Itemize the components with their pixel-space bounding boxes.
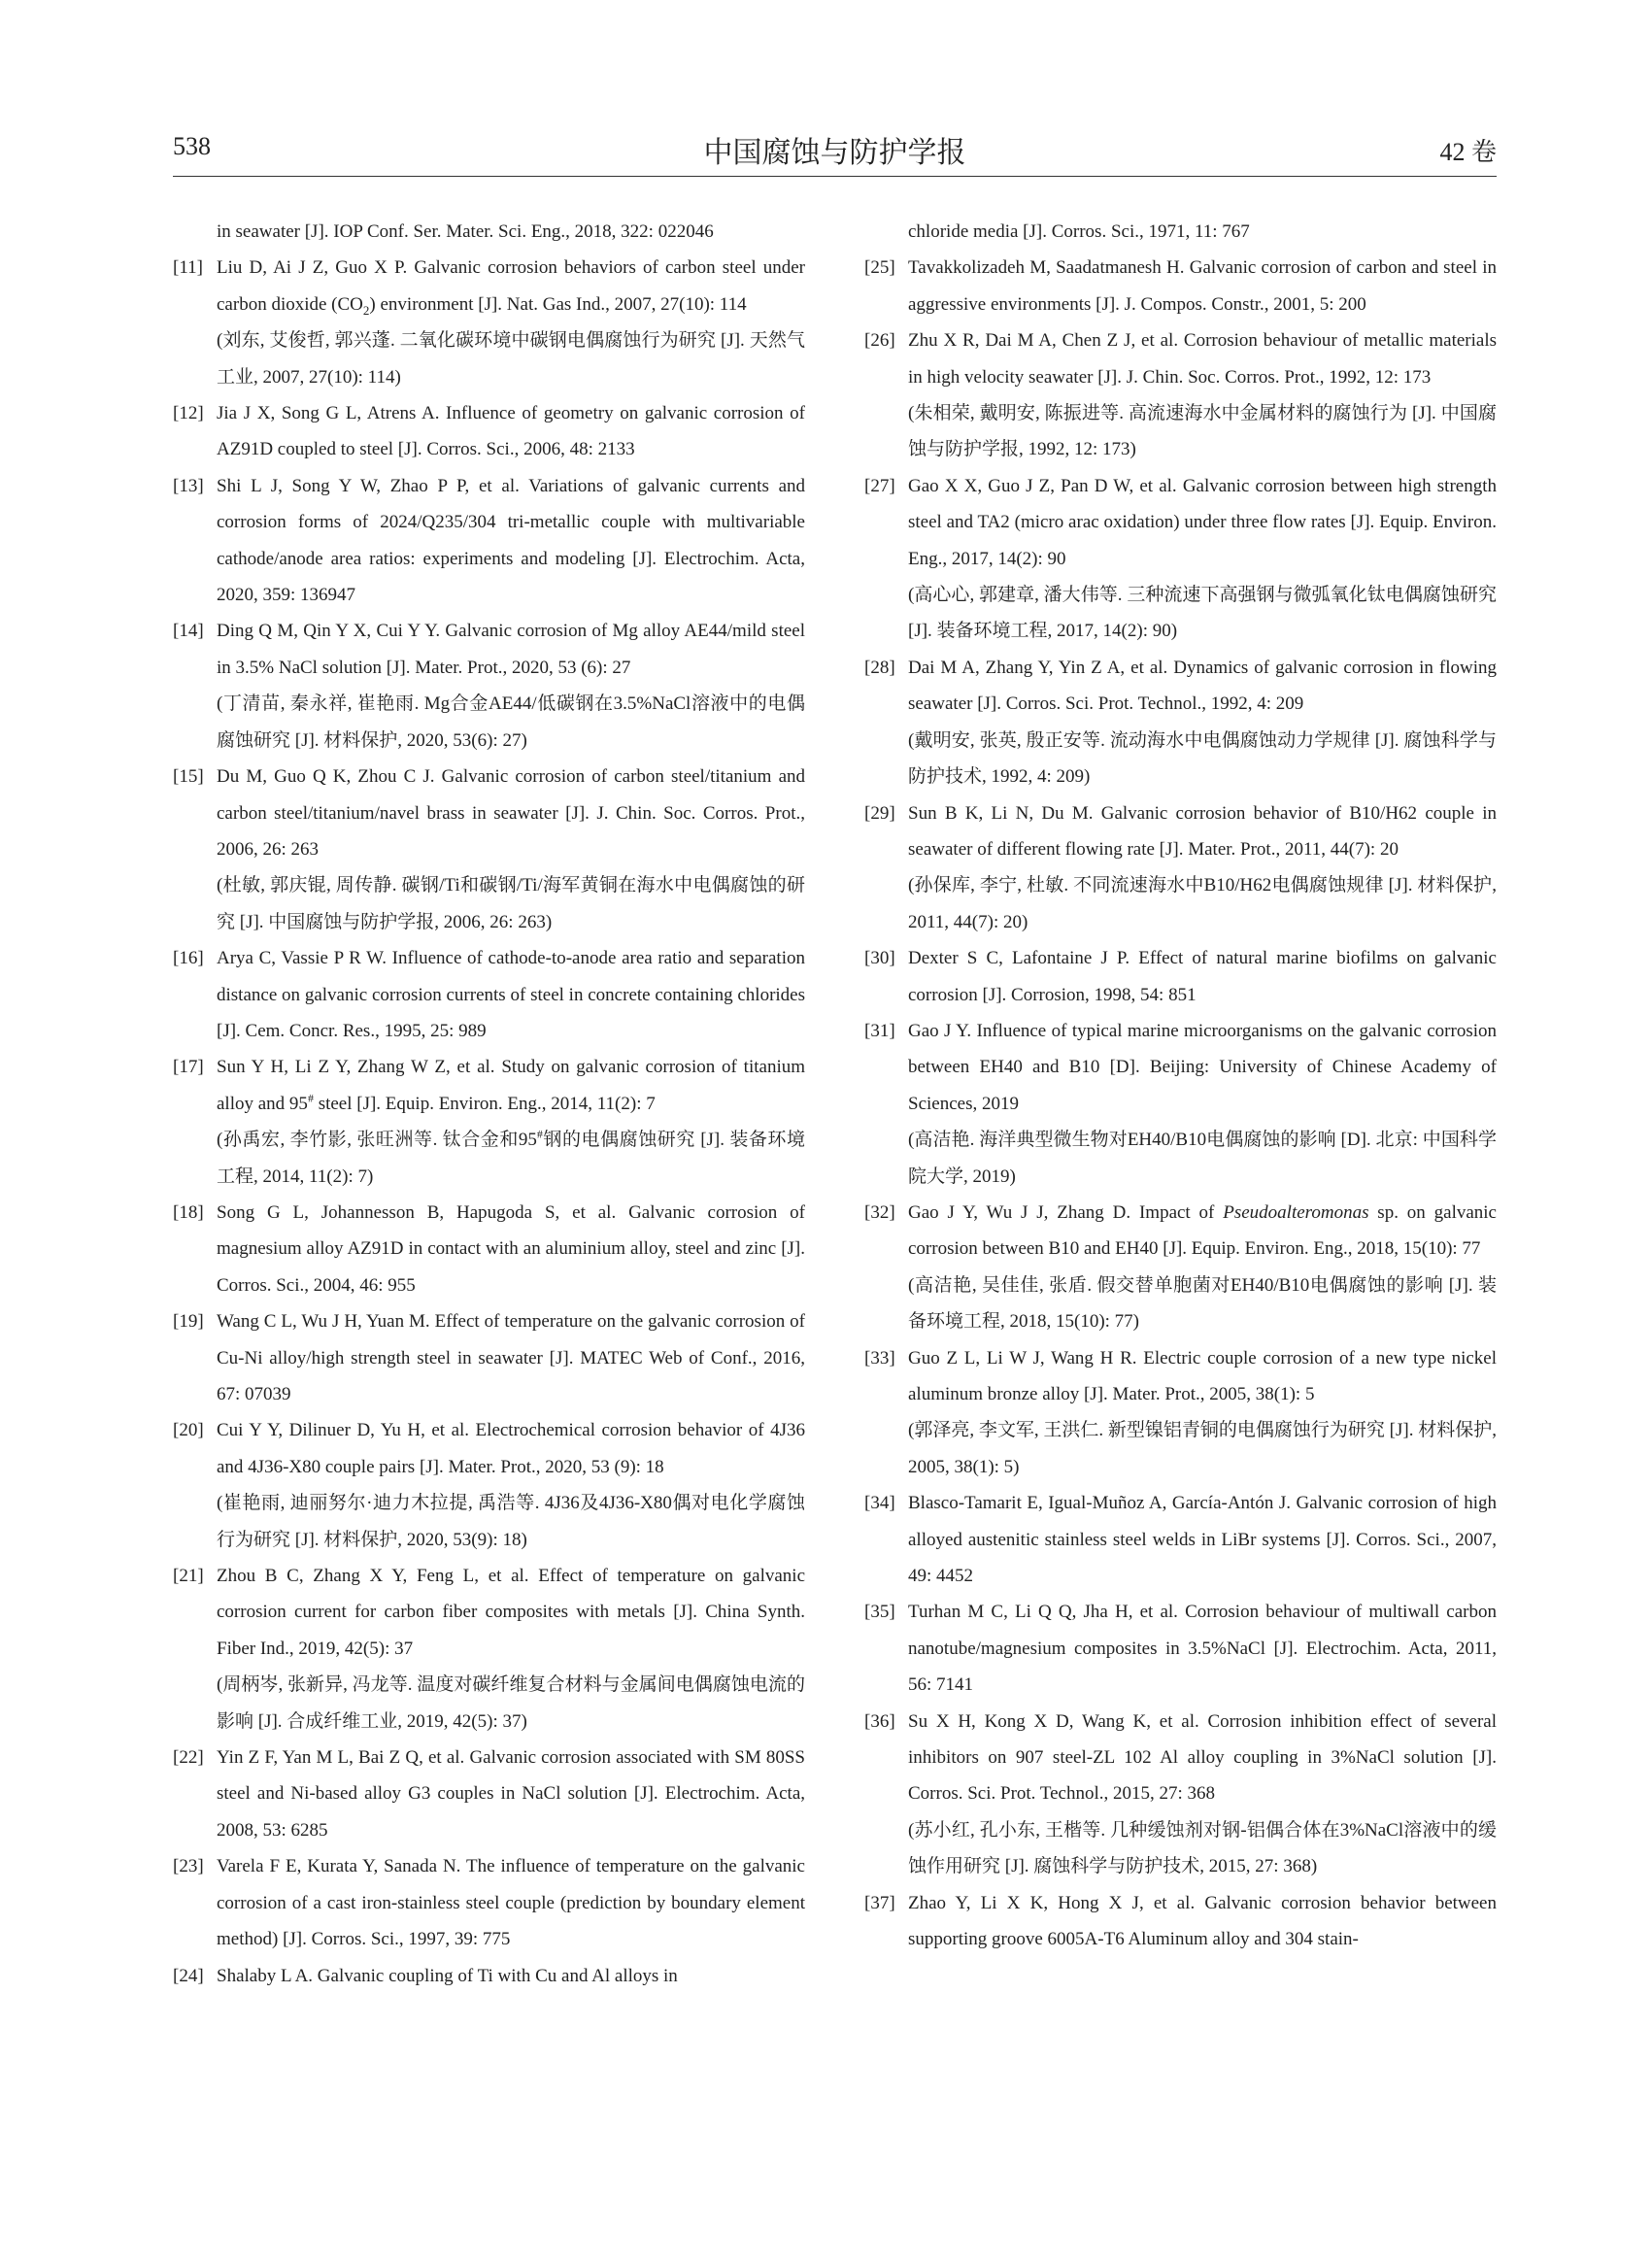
reference-34: [34] Blasco-Tamarit E, Igual-Muñoz A, García-Antón J. Galvanic corrosion of high alloyed austenitic stainless steel welds in LiBr systems [J]. Corros. Sci., 2007, 49: 4452: [864, 1493, 1497, 1587]
reference-16: [16] Arya C, Vassie P R W. Influence of cathode-to-anode area ratio and separation distance on galvanic corrosion currents of steel in concrete containing chlorides [J]. Cem. Concr. Res., 1995, 25: 989: [173, 948, 805, 1041]
reference-18: [18] Song G L, Johannesson B, Hapugoda S, et al. Galvanic corrosion of magnesium alloy AZ91D in contact with an aluminium alloy, steel and zinc [J]. Corros. Sci., 2004, 46: 955: [173, 1201, 805, 1296]
reference-29: [29] Sun B K, Li N, Du M. Galvanic corrosion behavior of B10/H62 couple in seawater of different flowing rate [J]. Mater. Prot., 2011, 44(7): 20 (孙保库, 李宁, 杜敏. 不同流速海水中B10/H62电偶腐蚀规律 [J]. 材料保护, 2011, 44(7): 20): [864, 802, 1497, 932]
reference-25: [25] Tavakkolizadeh M, Saadatmanesh H. Galvanic corrosion of carbon and steel in aggressive environments [J]. J. Compos. Constr., 2001, 5: 200: [864, 257, 1497, 315]
reference-26: [26] Zhu X R, Dai M A, Chen Z J, et al. Corrosion behaviour of metallic materials in high velocity seawater [J]. J. Chin. Soc. Corros. Prot., 1992, 12: 173 (朱相荣, 戴明安, 陈振进等. 高流速海水中金属材料的腐蚀行为 [J]. 中国腐蚀与防护学报, 1992, 12: 173): [864, 330, 1497, 460]
reference-32: [32] Gao J Y, Wu J J, Zhang D. Impact of Pseudoalteromonas sp. on galvanic corrosion between B10 and EH40 [J]. Equip. Environ. Eng., 2018, 15(10): 77 (高洁艳, 吴佳佳, 张盾. 假交替单胞菌对EH40/B10电偶腐蚀的影响 [J]. 装备环境工程, 2018, 15(10): 77): [864, 1201, 1497, 1333]
reference-13: [13] Shi L J, Song Y W, Zhao P P, et al. Variations of galvanic currents and corrosion forms of 2024/Q235/304 tri-metallic couple with multivariable cathode/anode area ratios: experiments and modeling [J]. Electrochim. Acta, 2020, 359: 136947: [173, 475, 805, 606]
reference-36: [36] Su X H, Kong X D, Wang K, et al. Corrosion inhibition effect of several inhibitors on 907 steel-ZL 102 Al alloy coupling in 3%NaCl solution [J]. Corros. Sci. Prot. Technol., 2015, 27: 368 (苏小红, 孔小东, 王楷等. 几种缓蚀剂对钢-铝偶合体在3%NaCl溶液中的缓蚀作用研究 [J]. 腐蚀科学与防护技术, 2015, 27: 368): [864, 1710, 1497, 1877]
reference-15: [15] Du M, Guo Q K, Zhou C J. Galvanic corrosion of carbon steel/titanium and carbon steel/titanium/navel brass in seawater [J]. J. Chin. Soc. Corros. Prot., 2006, 26: 263 (杜敏, 郭庆锟, 周传静. 碳钢/Ti和碳钢/Ti/海军黄铜在海水中电偶腐蚀的研究 [J]. 中国腐蚀与防护学报, 2006, 26: 263): [173, 766, 805, 932]
left-column: [173, 214, 805, 1994]
page-number: 538: [173, 132, 211, 160]
reference-30: [30] Dexter S C, Lafontaine J P. Effect of natural marine biofilms on galvanic corrosion [J]. Corrosion, 1998, 54: 851: [864, 948, 1497, 1005]
reference-21: [21] Zhou B C, Zhang X Y, Feng L, et al. Effect of temperature on galvanic corrosion current for carbon fiber composites with metals [J]. China Synth. Fiber Ind., 2019, 42(5): 37 (周柄岑, 张新异, 冯龙等. 温度对碳纤维复合材料与金属间电偶腐蚀电流的影响 [J]. 合成纤维工业, 2019, 42(5): 37): [173, 1566, 805, 1732]
reference-31: [31] Gao J Y. Influence of typical marine microorganisms on the galvanic corrosion between EH40 and B10 [D]. Beijing: University of Chinese Academy of Sciences, 2019 (高洁艳. 海洋典型微生物对EH40/B10电偶腐蚀的影响 [D]. 北京: 中国科学院大学, 2019): [864, 1020, 1497, 1187]
header-rule: [173, 176, 1497, 177]
journal-title: 中国腐蚀与防护学报: [703, 137, 966, 169]
reference-22: [22] Yin Z F, Yan M L, Bai Z Q, et al. Galvanic corrosion associated with SM 80SS steel and Ni-based alloy G3 couples in NaCl solution [J]. Electrochim. Acta, 2008, 53: 6285: [173, 1747, 805, 1841]
reference-14: [14] Ding Q M, Qin Y X, Cui Y Y. Galvanic corrosion of Mg alloy AE44/mild steel in 3.5% NaCl solution [J]. Mater. Prot., 2020, 53 (6): 27 (丁清苗, 秦永祥, 崔艳雨. Mg合金AE44/低碳钢在3.5%NaCl溶液中的电偶腐蚀研究 [J]. 材料保护, 2020, 53(6): 27): [173, 621, 805, 751]
reference-24: [24] Shalaby L A. Galvanic coupling of Ti with Cu and Al alloys in: [173, 1965, 678, 1986]
right-column: [864, 214, 1497, 1958]
reference-12: [12] Jia J X, Song G L, Atrens A. Influence of geometry on galvanic corrosion of AZ91D coupled to steel [J]. Corros. Sci., 2006, 48: 2133: [173, 403, 805, 460]
reference-33: [33] Guo Z L, Li W J, Wang H R. Electric couple corrosion of a new type nickel aluminum bronze alloy [J]. Mater. Prot., 2005, 38(1): 5 (郭泽亮, 李文军, 王洪仁. 新型镍铝青铜的电偶腐蚀行为研究 [J]. 材料保护, 2005, 38(1): 5): [864, 1347, 1497, 1477]
reference-27: [27] Gao X X, Guo J Z, Pan D W, et al. Galvanic corrosion between high strength steel and TA2 (micro arac oxidation) under three flow rates [J]. Equip. Environ. Eng., 2017, 14(2): 90 (高心心, 郭建章, 潘大伟等. 三种流速下高强钢与微弧氧化钛电偶腐蚀研究 [J]. 装备环境工程, 2017, 14(2): 90): [864, 475, 1497, 642]
reference-11: [11] Liu D, Ai J Z, Guo X P. Galvanic corrosion behaviors of carbon steel under carbon dioxide $(CO_2)$ environment [J]. Nat. Gas Ind., 2007, 27(10): 114 (刘东, 艾俊哲, 郭兴蓬. 二氧化碳环境中碳钢电偶腐蚀行为研究 [J]. 天然气工业, 2007, 27(10): 114): [173, 257, 805, 388]
reference-23: [23] Varela F E, Kurata Y, Sanada N. The influence of temperature on the galvanic corrosion of a cast iron-stainless steel couple (prediction by boundary element method) [J]. Corros. Sci., 1997, 39: 775: [173, 1856, 805, 1950]
reference-continuation: in seawater [J]. IOP Conf. Ser. Mater. Sci. Eng., 2018, 322: 022046: [217, 221, 714, 242]
reference-20: [20] Cui Y Y, Dilinuer D, Yu H, et al. Electrochemical corrosion behavior of 4J36 and 4J36-X80 couple pairs [J]. Mater. Prot., 2020, 53 (9): 18 (崔艳雨, 迪丽努尔·迪力木拉提, 禹浩等. 4J36及4J36-X80偶对电化学腐蚀行为研究 [J]. 材料保护, 2020, 53(9): 18): [173, 1420, 805, 1550]
reference-28: [28] Dai M A, Zhang Y, Yin Z A, et al. Dynamics of galvanic corrosion in flowing seawater [J]. Corros. Sci. Prot. Technol., 1992, 4: 209 (戴明安, 张英, 殷正安等. 流动海水中电偶腐蚀动力学规律 [J]. 腐蚀科学与防护技术, 1992, 4: 209): [864, 657, 1497, 788]
page-header: [173, 132, 1497, 171]
reference-17: [17] Sun Y H, Li Z Y, Zhang W Z, et al. Study on galvanic corrosion of titanium alloy and 95# steel [J]. Equip. Environ. Eng., 2014, 11(2): 7 (孙禹宏, 李竹影, 张旺洲等. 钛合金和95#钢的电偶腐蚀研究 [J]. 装备环境工程, 2014, 11(2): 7): [173, 1057, 805, 1187]
volume-label: 42 卷: [1439, 138, 1497, 166]
reference-37: [37] Zhao Y, Li X K, Hong X J, et al. Galvanic corrosion behavior between supporting groove 6005A-T6 Aluminum alloy and 304 stain-: [864, 1892, 1497, 1950]
reference-35: [35] Turhan M C, Li Q Q, Jha H, et al. Corrosion behaviour of multiwall carbon nanotube/magnesium composites in 3.5%NaCl [J]. Electrochim. Acta, 2011, 56: 7141: [864, 1602, 1497, 1696]
reference-19: [19] Wang C L, Wu J H, Yuan M. Effect of temperature on the galvanic corrosion of Cu-Ni alloy/high strength steel in seawater [J]. MATEC Web of Conf., 2016, 67: 07039: [173, 1311, 805, 1404]
reference-continuation: chloride media [J]. Corros. Sci., 1971, 11: 767: [908, 221, 1250, 242]
